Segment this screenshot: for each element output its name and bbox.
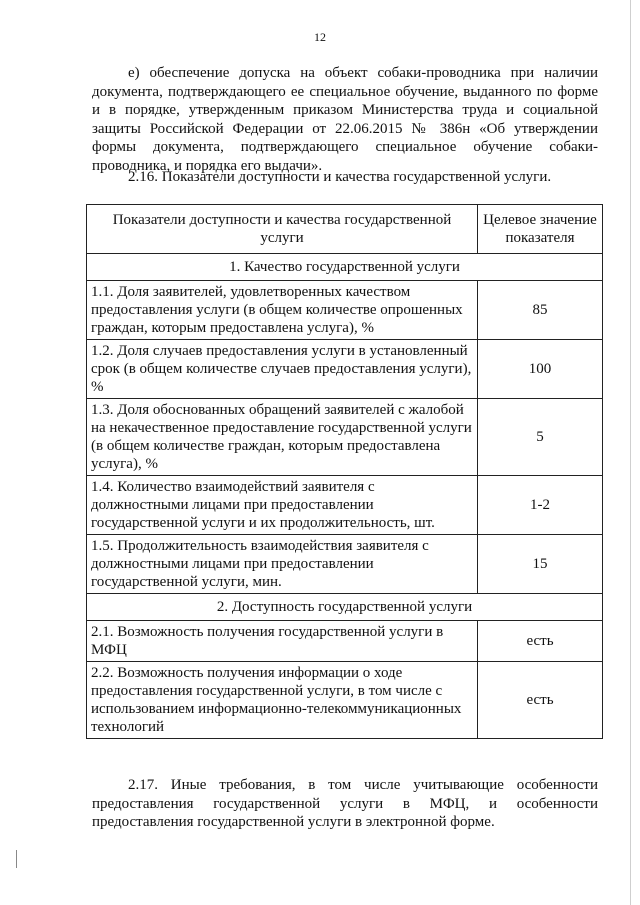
intro-paragraph: е) обеспечение допуска на объект собаки-проводника при наличии документа, подтверждающего ее специальное обучение, выданного по форме и в порядке, утвержденным приказом Министерства труда и социальной защиты Российской Федерации от 22.06.2015 № 386н «Об утверждении формы документа, подтверждающего специальное обучение собаки-проводника, и порядка его выдачи».	[92, 65, 598, 174]
section-2-title: 2. Доступность государственной услуги	[87, 594, 603, 621]
indicator-cell: 2.1. Возможность получения государственной услуги в МФЦ	[87, 621, 478, 662]
section-row	[87, 254, 603, 281]
value-cell: есть	[478, 621, 603, 662]
indicator-cell: 1.5. Продолжительность взаимодействия заявителя с должностными лицами при предоставлении государственной услуги, мин.	[87, 535, 478, 594]
header-indicator: Показатели доступности и качества государственной услуги	[87, 205, 478, 254]
indicators-table	[86, 204, 603, 739]
value-cell: 1-2	[478, 476, 603, 535]
indicator-cell: 1.3. Доля обоснованных обращений заявителей с жалобой на некачественное предоставление государственной услуги (в общем количестве граждан, которым предоставлена услуга), %	[87, 399, 478, 476]
header-target-value: Целевое значение показателя	[478, 205, 603, 254]
table-row	[87, 399, 603, 476]
table-header-row	[87, 205, 603, 254]
value-cell: 15	[478, 535, 603, 594]
section-1-title: 1. Качество государственной услуги	[87, 254, 603, 281]
table-row	[87, 662, 603, 739]
scan-margin-mark	[16, 850, 17, 868]
page-number: 12	[314, 30, 326, 44]
section-row	[87, 594, 603, 621]
value-cell: 100	[478, 340, 603, 399]
value-cell: 5	[478, 399, 603, 476]
table-row	[87, 621, 603, 662]
indicator-cell: 2.2. Возможность получения информации о ходе предоставления государственной услуги, в том числе с использованием информационно-телекоммуникационных технологий	[87, 662, 478, 739]
table-row	[87, 281, 603, 340]
table-row	[87, 535, 603, 594]
indicator-cell: 1.1. Доля заявителей, удовлетворенных качеством предоставления услуги (в общем количестве опрошенных граждан, которым предоставлена услуга), %	[87, 281, 478, 340]
section-2-17-paragraph: 2.17. Иные требования, в том числе учитывающие особенности предоставления государственной услуги в МФЦ, и особенности предоставления государственной услуги в электронной форме.	[92, 777, 598, 830]
scan-edge-line	[630, 0, 631, 905]
indicator-cell: 1.2. Доля случаев предоставления услуги в установленный срок (в общем количестве случаев предоставления услуги), %	[87, 340, 478, 399]
value-cell: есть	[478, 662, 603, 739]
value-cell: 85	[478, 281, 603, 340]
indicator-cell: 1.4. Количество взаимодействий заявителя с должностными лицами при предоставлении государственной услуги и их продолжительность, шт.	[87, 476, 478, 535]
table-row	[87, 340, 603, 399]
section-2-16-heading: 2.16. Показатели доступности и качества государственной услуги.	[128, 169, 552, 185]
table-row	[87, 476, 603, 535]
